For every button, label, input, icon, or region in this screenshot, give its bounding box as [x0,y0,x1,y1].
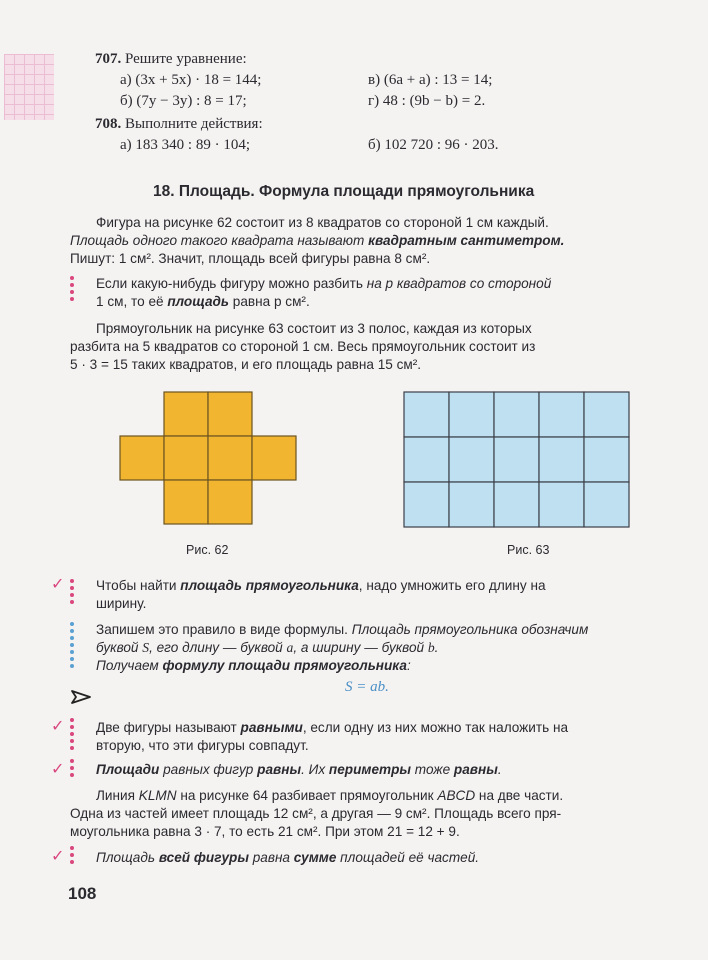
para1-line1: Фигура на рисунке 62 состоит из 8 квадратов со стороной 1 см каждый. [96,215,549,230]
fig63-square [494,437,539,482]
para2-line2: разбита на 5 квадратов со стороной 1 см. Весь прямоугольник состоит из [70,339,536,354]
note-marker-dots [70,622,74,671]
rule1-line2: 1 см, то её площадь равна p см². [96,294,310,309]
fig63-square [539,482,584,527]
para1-line3: Пишут: 1 см². Значит, площадь всей фигуры равна 8 см². [70,251,431,266]
rule-marker-dots [70,759,74,780]
rule-marker-dots [70,846,74,867]
fig62-square [208,436,252,480]
rule2-line1: Чтобы найти площадь прямоугольника, надо умножить его длину на [96,578,546,593]
figure-63-caption: Рис. 63 [507,543,550,557]
rule5-line: Площадь всей фигуры равна сумме площадей её частей. [96,850,480,865]
rule2-line2: ширину. [96,596,147,611]
para3-line3: моугольника равна 3 · 7, то есть 21 см². При этом 21 = 12 + 9. [70,824,460,839]
para2-line1: Прямоугольник на рисунке 63 состоит из 3 полос, каждая из которых [96,321,532,336]
figure-63 [402,390,632,530]
para3-line1: Линия KLMN на рисунке 64 разбивает прямоугольник ABCD на две части. [96,788,564,803]
fig62-square [120,436,164,480]
problem-707-title: 707. Решите уравнение: [95,51,247,67]
formula-text-line1: Запишем это правило в виде формулы. Площадь прямоугольника обозначим [96,622,589,637]
fig63-square [584,482,629,527]
term-square-centimeter: квадратным сантиметром. [368,233,565,248]
problem-708-title: 708. Выполните действия: [95,116,263,132]
rule-marker-dots [70,579,74,607]
triangle-pointer-icon [70,689,92,705]
fig62-square [208,480,252,524]
page-number: 108 [68,884,97,903]
figure-62 [118,390,298,530]
rule3-line2: вторую, что эти фигуры совпадут. [96,738,309,753]
para3-line2: Одна из частей имеет площадь 12 см², а другая — 9 см². Площадь всего пря- [70,806,562,821]
checkmark-icon: ✓ [51,716,65,735]
formula-text-line3: Получаем формулу площади прямоугольника: [96,658,411,673]
rule-marker-dots [70,276,74,304]
fig63-square [494,482,539,527]
fig63-square [404,392,449,437]
formula-text-line2: буквой S, его длину — буквой a, а ширину — буквой b. [96,640,439,655]
rule-marker-dots [70,718,74,753]
fig63-square [539,437,584,482]
fig63-square [404,482,449,527]
checkmark-icon: ✓ [51,574,65,593]
para2-line3: 5 · 3 = 15 таких квадратов, и его площадь равна 15 см². [70,357,422,372]
fig63-square [584,437,629,482]
fig62-square [164,480,208,524]
para1-line2: Площадь одного такого квадрата называют квадратным сантиметром. [70,233,565,248]
fig62-square [252,436,296,480]
fig63-square [404,437,449,482]
page-corner-tab [4,54,54,120]
fig63-square [494,392,539,437]
fig63-square [449,482,494,527]
checkmark-icon: ✓ [51,759,65,778]
problem-707-b: б) (7y − 3y) : 8 = 17; [120,93,247,109]
fig63-square [539,392,584,437]
fig62-square [208,392,252,436]
rule4-line: Площади равных фигур равны. Их периметры тоже равны. [96,762,502,777]
problem-707-a: а) (3x + 5x) · 18 = 144; [120,72,262,88]
figure-62-caption: Рис. 62 [186,543,229,557]
fig63-square [449,437,494,482]
problem-707-d: г) 48 : (9b − b) = 2. [368,93,486,109]
fig62-square [164,392,208,436]
area-formula: S = ab. [345,679,389,695]
problem-707-c: в) (6a + a) : 13 = 14; [368,72,493,88]
fig63-square [584,392,629,437]
rule1-line1: Если какую-нибудь фигуру можно разбить на p квадратов со стороной [96,276,552,291]
section-heading: 18. Площадь. Формула площади прямоугольника [153,183,535,200]
rule3-line1: Две фигуры называют равными, если одну из них можно так наложить на [96,720,569,735]
problem-708-b: б) 102 720 : 96 · 203. [368,137,499,153]
fig63-square [449,392,494,437]
checkmark-icon: ✓ [51,846,65,865]
fig62-square [164,436,208,480]
problem-708-a: а) 183 340 : 89 · 104; [120,137,250,153]
